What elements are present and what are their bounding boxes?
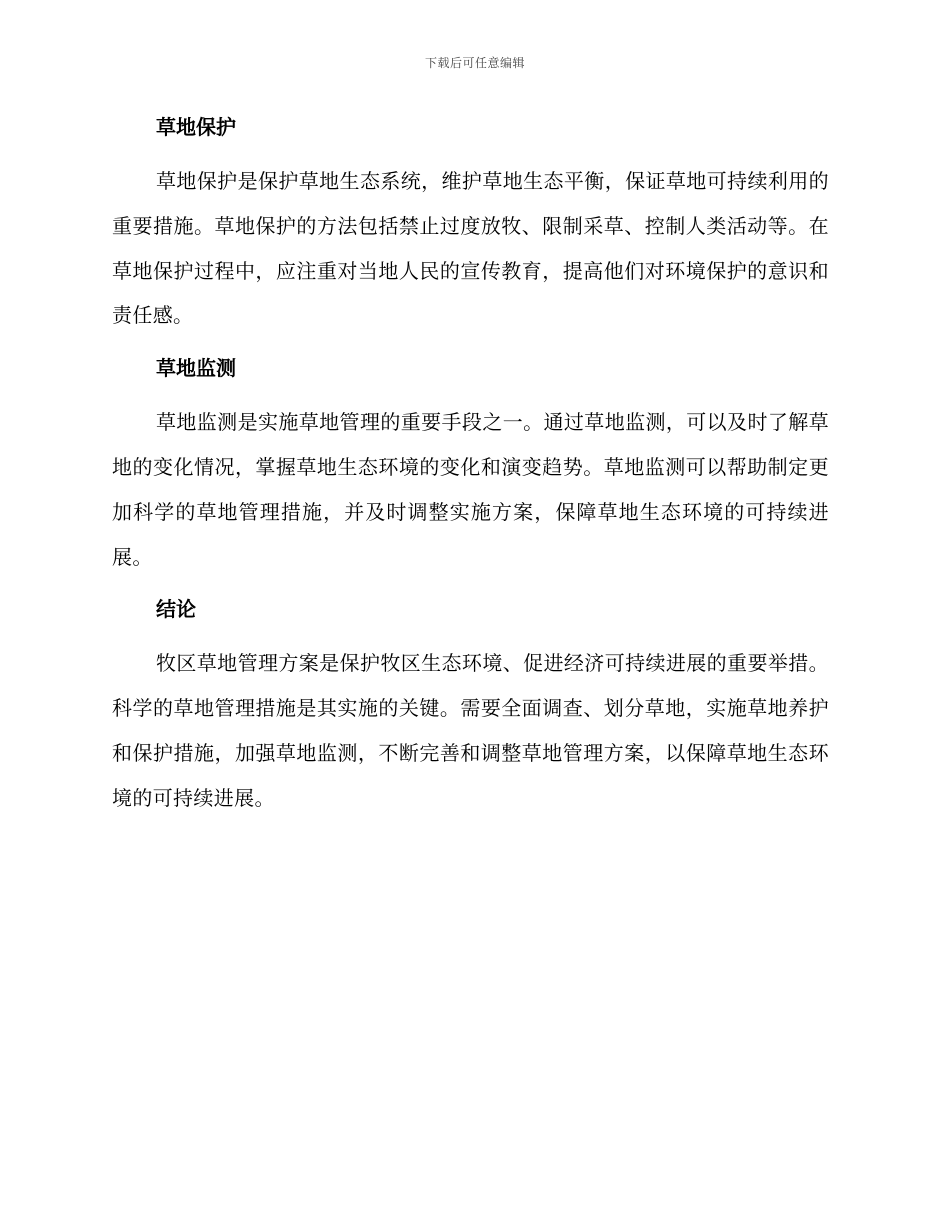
section-conclusion [112,592,829,820]
section-grassland-monitoring [112,351,829,579]
section-paragraph: 草地保护是保护草地生态系统，维护草地生态平衡，保证草地可持续利用的重要措施。草地保护的方法包括禁止过度放牧、限制采草、控制人类活动等。在草地保护过程中，应注重对当地人民的宣传教育，提高他们对环境保护的意识和责任感。 [112,169,829,328]
section-heading: 草地保护 [156,115,236,139]
document-content [112,110,829,834]
header-note: 下载后可任意编辑 [424,56,525,70]
section-heading: 草地监测 [156,356,236,381]
section-heading: 结论 [156,597,196,622]
section-paragraph: 牧区草地管理方案是保护牧区生态环境、促进经济可持续进展的重要举措。科学的草地管理措施是其实施的关键。需要全面调查、划分草地，实施草地养护和保护措施，加强草地监测，不断完善和调整草地管理方案，以保障草地生态环境的可持续进展。 [112,651,829,810]
section-paragraph: 草地监测是实施草地管理的重要手段之一。通过草地监测，可以及时了解草地的变化情况，掌握草地生态环境的变化和演变趋势。草地监测可以帮助制定更加科学的草地管理措施，并及时调整实施方案，保障草地生态环境的可持续进展。 [112,410,829,569]
section-grassland-protection [112,110,829,338]
